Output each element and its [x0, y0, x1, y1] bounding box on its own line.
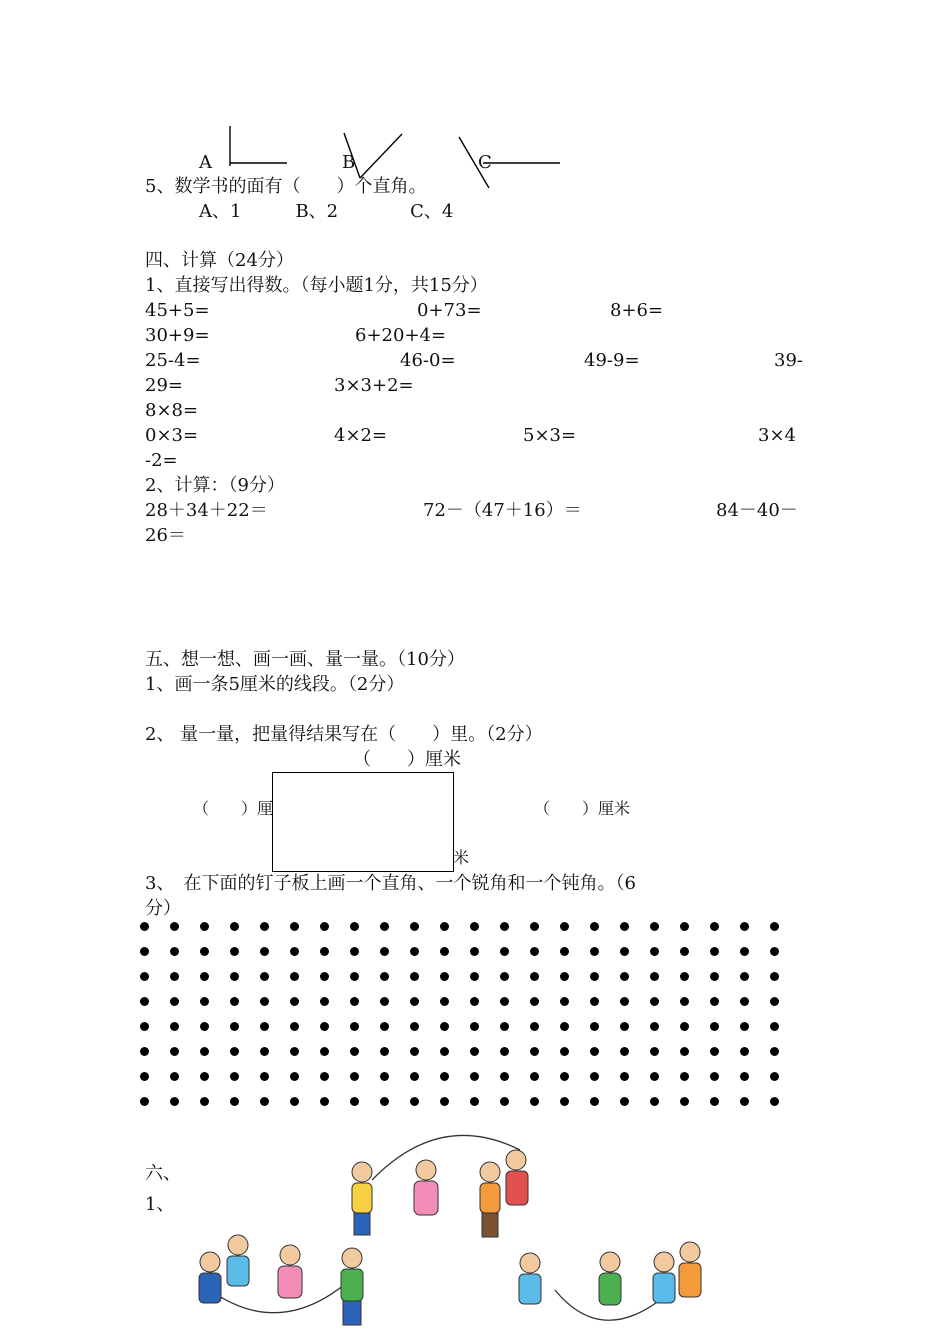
calc-item: 39-	[774, 350, 803, 371]
calc-item: 49-9=	[584, 350, 640, 371]
calc-item: 30+9=	[145, 325, 210, 346]
rect-right-label: （ ）厘米	[534, 799, 631, 818]
calc-item: 4×2=	[334, 425, 388, 446]
angle-a-label: A	[199, 152, 212, 173]
section-5-q2: 2、 量一量，把量得结果写在（ ）里。（2分）	[145, 724, 543, 745]
calc-item: 45+5=	[145, 300, 210, 321]
angle-b-label: B	[342, 152, 356, 173]
section-4-title: 四、计算（24分）	[145, 250, 294, 271]
calc-item: 6+20+4=	[355, 325, 447, 346]
child-head	[352, 1162, 372, 1182]
section-6-title: 六、	[145, 1163, 181, 1184]
section-5-q1: 1、画一条5厘米的线段。（2分）	[145, 674, 405, 695]
calc-item: 28＋34＋22＝	[145, 500, 268, 521]
calc-item: 72－（47＋16）＝	[423, 500, 582, 521]
calc-item: 25-4=	[145, 350, 201, 371]
rect-left-label: （ ）厘	[193, 799, 274, 818]
calc-item: 5×3=	[523, 425, 577, 446]
calc-item: 29=	[145, 375, 183, 396]
calc-item: 0+73=	[417, 300, 482, 321]
calc-item: 46-0=	[400, 350, 456, 371]
calc-item: -2=	[145, 450, 178, 471]
section-4-sub2: 2、计算：（9分）	[145, 475, 285, 496]
rect-top-label: （ ）厘米	[353, 749, 461, 770]
calc-item: 8+6=	[610, 300, 664, 321]
section-4-sub1: 1、直接写出得数。（每小题1分，共15分）	[145, 275, 488, 296]
angle-c-label: C	[478, 152, 492, 173]
calc-item: 3×4	[758, 425, 796, 446]
calc-item: 84－40－	[716, 500, 798, 521]
calc-item: 0×3=	[145, 425, 199, 446]
section-5-q3-line2: 分）	[145, 898, 181, 919]
calc-item: 26＝	[145, 525, 186, 546]
q5-question: 5、数学书的面有（ ）个直角。	[145, 176, 427, 197]
q5-options: A、1 B、2 C、4	[199, 201, 454, 222]
calc-item: 8×8=	[145, 400, 199, 421]
section-6-q1: 1、	[145, 1194, 175, 1215]
child-figures	[199, 1150, 701, 1325]
child-body	[352, 1183, 372, 1213]
section-5-q3-line1: 3、 在下面的钉子板上画一个直角、一个锐角和一个钝角。（6	[145, 873, 636, 894]
section-5-title: 五、想一想、画一画、量一量。（10分）	[145, 649, 465, 670]
calc-item: 3×3+2=	[334, 375, 414, 396]
rect-bottom-label: 米	[453, 848, 470, 867]
